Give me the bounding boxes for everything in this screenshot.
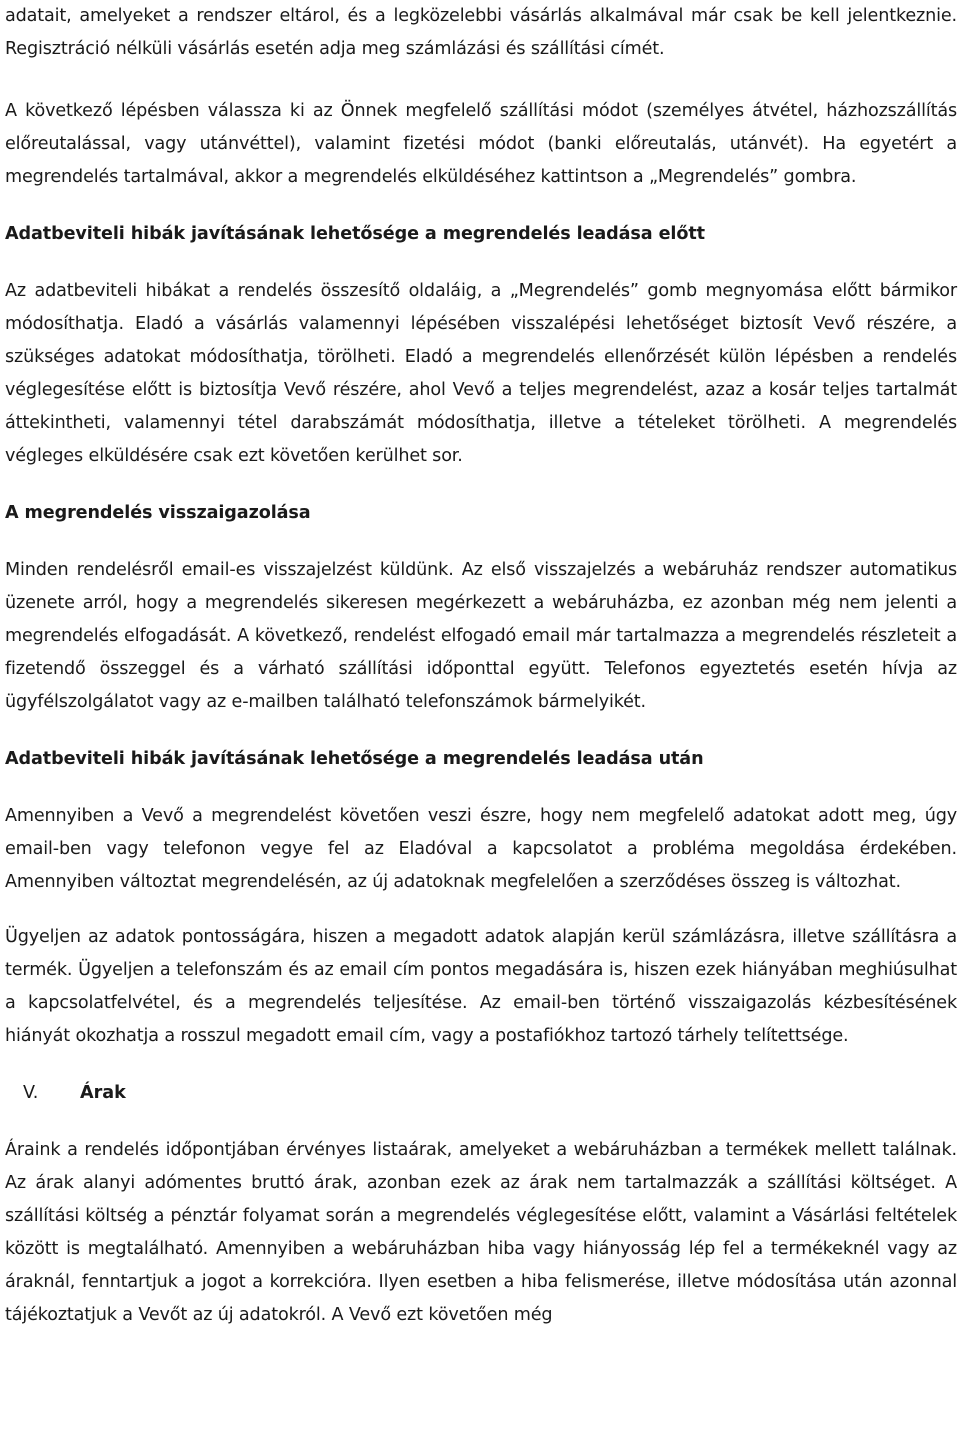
section-number: V.	[23, 1083, 39, 1103]
document-page	[5, 0, 957, 1332]
errors-after-paragraph-2: Ügyeljen az adatok pontosságára, hiszen a megadott adatok alapján kerül számlázásra, illetve szállításra a termék. Ügyeljen a telefonszám és az email cím pontos megadására is, hiszen ezek hiányában meghiúsulhat a kapcsolatfelvétel, és a megrendelés teljesítése. Az email-ben történő visszaigazolás kézbesítésének hiányát okozhatja a rosszul megadott email cím, vagy a postafiókhoz tartozó tárhely telítettsége.	[5, 927, 957, 1046]
prices-paragraph: Áraink a rendelés időpontjában érvényes listaárak, amelyeket a webáruházban a termékek mellett találnak. Az árak alanyi adómentes bruttó árak, azonban ezek az árak nem tartalmazzák a szállítási költséget. A szállítási költség a pénztár folyamat során a megrendelés véglegesítése előtt, valamint a Vásárlási feltételek között is megtalálható. Amennyiben a webáruházban hiba vagy hiányosság lép fel a termékeknél vagy az áraknál, fenntartjuk a jogot a korrekcióra. Ilyen esetben a hiba felismerése, illetve módosítása után azonnal tájékoztatjuk a Vevőt az új adatokról. A Vevő ezt követően még	[5, 1140, 957, 1325]
errors-before-paragraph: Az adatbeviteli hibákat a rendelés összesítő oldaláig, a „Megrendelés” gomb megnyomása előtt bármikor módosíthatja. Eladó a vásárlás valamennyi lépésében visszalépési lehetőséget biztosít Vevő részére, a szükséges adatokat módosíthatja, törölheti. Eladó a megrendelés ellenőrzését külön lépésben a rendelés véglegesítése előtt is biztosítja Vevő részére, ahol Vevő a teljes megrendelést, azaz a kosár teljes tartalmát áttekintheti, valamennyi tétel darabszámát módosíthatja, illetve a tételeket törölheti. A megrendelés végleges elküldésére csak ezt követően kerülhet sor.	[5, 281, 957, 466]
heading-confirmation: A megrendelés visszaigazolása	[5, 503, 311, 523]
heading-errors-after: Adatbeviteli hibák javításának lehetősége a megrendelés leadása után	[5, 749, 704, 769]
confirmation-paragraph: Minden rendelésről email-es visszajelzést küldünk. Az első visszajelzés a webáruház rendszer automatikus üzenete arról, hogy a megrendelés sikeresen megérkezett a webáruházba, ez azonban még nem jelenti a megrendelés elfogadását. A következő, rendelést elfogadó email már tartalmazza a megrendelés részleteit a fizetendő összeggel és a várható szállítási időponttal együtt. Telefonos egyeztetés esetén hívja az ügyfélszolgálatot vagy az e-mailben található telefonszámok bármelyikét.	[5, 560, 957, 712]
errors-after-paragraph-1: Amennyiben a Vevő a megrendelést követően veszi észre, hogy nem megfelelő adatokat adott meg, úgy email-ben vagy telefonon vegye fel az Eladóval a kapcsolatot a probléma megoldása érdekében. Amennyiben változtat megrendelésén, az új adatoknak megfelelően a szerződéses összeg is változhat.	[5, 806, 957, 892]
section-title: Árak	[80, 1083, 126, 1103]
heading-errors-before: Adatbeviteli hibák javításának lehetősége a megrendelés leadása előtt	[5, 224, 705, 244]
intro-paragraph-2: A következő lépésben válassza ki az Önnek megfelelő szállítási módot (személyes átvétel, házhozszállítás előreutalással, vagy utánvéttel), valamint fizetési módot (banki előreutalás, utánvét). Ha egyetért a megrendelés tartalmával, akkor a megrendelés elküldéséhez kattintson a „Megrendelés” gombra.	[5, 101, 957, 187]
intro-paragraph-1: adatait, amelyeket a rendszer eltárol, és a legközelebbi vásárlás alkalmával már csak be kell jelentkeznie. Regisztráció nélküli vásárlás esetén adja meg számlázási és szállítási címét.	[5, 6, 957, 59]
section-heading-prices	[5, 1077, 957, 1110]
